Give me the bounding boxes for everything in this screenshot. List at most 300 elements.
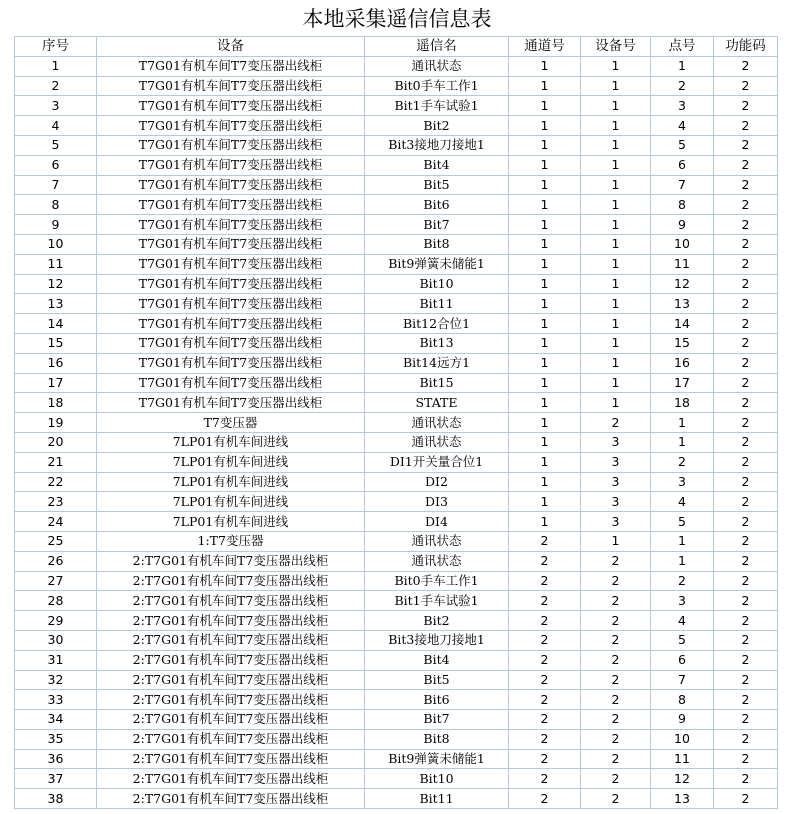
cell-channel[interactable]: 1 [509,254,581,274]
cell-function-code[interactable]: 2 [714,789,778,809]
cell-function-code[interactable]: 2 [714,413,778,433]
cell-channel[interactable]: 2 [509,650,581,670]
cell-channel[interactable]: 1 [509,452,581,472]
cell-signal-name[interactable]: 通讯状态 [365,56,509,76]
header-row [15,37,778,57]
cell-point-no[interactable]: 3 [651,472,714,492]
table-row [15,591,778,611]
cell-signal-name[interactable]: 通讯状态 [365,432,509,452]
cell-device[interactable]: 2:T7G01有机车间T7变压器出线柜 [97,591,365,611]
cell-point-no[interactable]: 2 [651,452,714,472]
cell-channel[interactable]: 1 [509,373,581,393]
table-row [15,76,778,96]
cell-signal-name[interactable]: Bit13 [365,333,509,353]
table-row [15,175,778,195]
cell-device-no[interactable]: 2 [581,789,651,809]
cell-device-no[interactable]: 1 [581,294,651,314]
cell-device[interactable]: T7G01有机车间T7变压器出线柜 [97,234,365,254]
cell-channel[interactable]: 2 [509,690,581,710]
cell-index[interactable]: 1 [15,56,97,76]
cell-point-no[interactable]: 12 [651,769,714,789]
table-row [15,729,778,749]
cell-point-no[interactable]: 13 [651,294,714,314]
table-row [15,611,778,631]
cell-channel[interactable]: 2 [509,611,581,631]
table-row [15,432,778,452]
cell-channel[interactable]: 1 [509,76,581,96]
page-title: 本地采集遥信信息表 [302,7,492,31]
cell-signal-name[interactable]: Bit7 [365,215,509,235]
cell-signal-name[interactable]: Bit10 [365,274,509,294]
cell-channel[interactable]: 1 [509,96,581,116]
cell-device[interactable]: 2:T7G01有机车间T7变压器出线柜 [97,650,365,670]
cell-device-no[interactable]: 1 [581,254,651,274]
cell-device-no[interactable]: 1 [581,314,651,334]
cell-index[interactable]: 3 [15,96,97,116]
cell-channel[interactable]: 1 [509,472,581,492]
cell-channel[interactable]: 1 [509,512,581,532]
col-header-function-code[interactable]: 功能码 [714,37,778,57]
cell-signal-name[interactable]: Bit9弹簧未储能1 [365,254,509,274]
cell-device-no[interactable]: 1 [581,175,651,195]
cell-device-no[interactable]: 1 [581,155,651,175]
cell-index[interactable]: 25 [15,531,97,551]
cell-device[interactable]: 2:T7G01有机车间T7变压器出线柜 [97,710,365,730]
cell-channel[interactable]: 1 [509,413,581,433]
cell-point-no[interactable]: 9 [651,215,714,235]
cell-channel[interactable]: 1 [509,175,581,195]
cell-index[interactable]: 6 [15,155,97,175]
cell-device-no[interactable]: 1 [581,56,651,76]
cell-index[interactable]: 2 [15,76,97,96]
cell-function-code[interactable]: 2 [714,56,778,76]
cell-index[interactable]: 21 [15,452,97,472]
cell-channel[interactable]: 1 [509,56,581,76]
cell-channel[interactable]: 1 [509,155,581,175]
cell-device-no[interactable]: 1 [581,353,651,373]
cell-point-no[interactable]: 1 [651,56,714,76]
cell-point-no[interactable]: 10 [651,729,714,749]
table-row [15,472,778,492]
cell-point-no[interactable]: 1 [651,413,714,433]
cell-index[interactable]: 27 [15,571,97,591]
cell-device[interactable]: 2:T7G01有机车间T7变压器出线柜 [97,690,365,710]
cell-signal-name[interactable]: STATE [365,393,509,413]
cell-signal-name[interactable]: Bit12合位1 [365,314,509,334]
cell-point-no[interactable]: 7 [651,670,714,690]
cell-function-code[interactable]: 2 [714,294,778,314]
cell-device-no[interactable]: 2 [581,729,651,749]
cell-device-no[interactable]: 2 [581,769,651,789]
cell-index[interactable]: 36 [15,749,97,769]
cell-function-code[interactable]: 2 [714,215,778,235]
table-row [15,393,778,413]
table-row [15,630,778,650]
cell-device-no[interactable]: 3 [581,492,651,512]
cell-function-code[interactable]: 2 [714,650,778,670]
cell-signal-name[interactable]: Bit4 [365,650,509,670]
cell-function-code[interactable]: 2 [714,630,778,650]
cell-channel[interactable]: 1 [509,234,581,254]
cell-point-no[interactable]: 5 [651,630,714,650]
cell-signal-name[interactable]: Bit5 [365,670,509,690]
cell-index[interactable]: 37 [15,769,97,789]
cell-signal-name[interactable]: DI4 [365,512,509,532]
cell-index[interactable]: 8 [15,195,97,215]
cell-device-no[interactable]: 2 [581,690,651,710]
cell-device-no[interactable]: 1 [581,274,651,294]
cell-index[interactable]: 19 [15,413,97,433]
cell-function-code[interactable]: 2 [714,116,778,136]
cell-signal-name[interactable]: Bit8 [365,729,509,749]
cell-function-code[interactable]: 2 [714,274,778,294]
table-row [15,294,778,314]
cell-point-no[interactable]: 8 [651,195,714,215]
cell-point-no[interactable]: 2 [651,571,714,591]
cell-device[interactable]: T7G01有机车间T7变压器出线柜 [97,56,365,76]
cell-point-no[interactable]: 8 [651,690,714,710]
cell-device[interactable]: T7G01有机车间T7变压器出线柜 [97,274,365,294]
cell-function-code[interactable]: 2 [714,472,778,492]
cell-index[interactable]: 10 [15,234,97,254]
cell-device-no[interactable]: 2 [581,749,651,769]
cell-signal-name[interactable]: DI3 [365,492,509,512]
table-row [15,749,778,769]
cell-device[interactable]: T7G01有机车间T7变压器出线柜 [97,314,365,334]
cell-device[interactable]: T7G01有机车间T7变压器出线柜 [97,96,365,116]
col-header-index[interactable]: 序号 [15,37,97,57]
cell-function-code[interactable]: 2 [714,690,778,710]
cell-signal-name[interactable]: 通讯状态 [365,551,509,571]
table-row [15,373,778,393]
cell-device[interactable]: T7G01有机车间T7变压器出线柜 [97,195,365,215]
table-row [15,56,778,76]
cell-device-no[interactable]: 1 [581,116,651,136]
cell-device-no[interactable]: 3 [581,512,651,532]
cell-index[interactable]: 9 [15,215,97,235]
cell-device[interactable]: T7G01有机车间T7变压器出线柜 [97,155,365,175]
cell-function-code[interactable]: 2 [714,769,778,789]
cell-device[interactable]: 7LP01有机车间进线 [97,432,365,452]
cell-device-no[interactable]: 1 [581,76,651,96]
cell-index[interactable]: 16 [15,353,97,373]
cell-point-no[interactable]: 3 [651,96,714,116]
cell-function-code[interactable]: 2 [714,512,778,532]
cell-point-no[interactable]: 4 [651,492,714,512]
cell-point-no[interactable]: 2 [651,76,714,96]
cell-function-code[interactable]: 2 [714,749,778,769]
cell-function-code[interactable]: 2 [714,393,778,413]
cell-device-no[interactable]: 2 [581,551,651,571]
col-header-device-no[interactable]: 设备号 [581,37,651,57]
cell-index[interactable]: 7 [15,175,97,195]
cell-function-code[interactable]: 2 [714,571,778,591]
cell-point-no[interactable]: 9 [651,710,714,730]
cell-index[interactable]: 11 [15,254,97,274]
cell-device-no[interactable]: 1 [581,393,651,413]
col-header-device[interactable]: 设备 [97,37,365,57]
cell-index[interactable]: 14 [15,314,97,334]
cell-channel[interactable]: 1 [509,314,581,334]
cell-signal-name[interactable]: Bit1手车试验1 [365,96,509,116]
table-row [15,670,778,690]
cell-function-code[interactable]: 2 [714,96,778,116]
cell-signal-name[interactable]: DI2 [365,472,509,492]
cell-point-no[interactable]: 11 [651,254,714,274]
cell-point-no[interactable]: 7 [651,175,714,195]
cell-point-no[interactable]: 12 [651,274,714,294]
cell-device-no[interactable]: 2 [581,571,651,591]
cell-function-code[interactable]: 2 [714,551,778,571]
cell-signal-name[interactable]: 通讯状态 [365,531,509,551]
cell-channel[interactable]: 2 [509,749,581,769]
cell-point-no[interactable]: 4 [651,611,714,631]
cell-channel[interactable]: 1 [509,274,581,294]
cell-device[interactable]: 2:T7G01有机车间T7变压器出线柜 [97,789,365,809]
table-row [15,551,778,571]
cell-channel[interactable]: 2 [509,591,581,611]
cell-point-no[interactable]: 1 [651,432,714,452]
cell-function-code[interactable]: 2 [714,452,778,472]
cell-device[interactable]: T7G01有机车间T7变压器出线柜 [97,215,365,235]
cell-point-no[interactable]: 5 [651,135,714,155]
cell-device-no[interactable]: 1 [581,531,651,551]
table-row [15,492,778,512]
cell-device-no[interactable]: 1 [581,215,651,235]
cell-index[interactable]: 13 [15,294,97,314]
cell-function-code[interactable]: 2 [714,432,778,452]
col-header-channel[interactable]: 通道号 [509,37,581,57]
cell-device[interactable]: T7G01有机车间T7变压器出线柜 [97,333,365,353]
cell-function-code[interactable]: 2 [714,492,778,512]
cell-channel[interactable]: 2 [509,789,581,809]
cell-function-code[interactable]: 2 [714,135,778,155]
cell-device[interactable]: 2:T7G01有机车间T7变压器出线柜 [97,729,365,749]
cell-device[interactable]: T7G01有机车间T7变压器出线柜 [97,294,365,314]
cell-device-no[interactable]: 2 [581,413,651,433]
cell-device-no[interactable]: 3 [581,472,651,492]
cell-point-no[interactable]: 1 [651,551,714,571]
cell-channel[interactable]: 2 [509,769,581,789]
cell-signal-name[interactable]: Bit5 [365,175,509,195]
cell-channel[interactable]: 1 [509,333,581,353]
cell-channel[interactable]: 1 [509,432,581,452]
cell-index[interactable]: 23 [15,492,97,512]
cell-signal-name[interactable]: Bit2 [365,116,509,136]
cell-signal-name[interactable]: Bit0手车工作1 [365,76,509,96]
cell-function-code[interactable]: 2 [714,254,778,274]
cell-point-no[interactable]: 1 [651,531,714,551]
cell-channel[interactable]: 1 [509,294,581,314]
cell-index[interactable]: 29 [15,611,97,631]
cell-device-no[interactable]: 2 [581,591,651,611]
cell-device-no[interactable]: 2 [581,710,651,730]
cell-signal-name[interactable]: Bit9弹簧未储能1 [365,749,509,769]
cell-channel[interactable]: 1 [509,195,581,215]
cell-function-code[interactable]: 2 [714,611,778,631]
cell-function-code[interactable]: 2 [714,175,778,195]
cell-index[interactable]: 4 [15,116,97,136]
cell-device-no[interactable]: 3 [581,452,651,472]
cell-device-no[interactable]: 1 [581,135,651,155]
cell-signal-name[interactable]: Bit14远方1 [365,353,509,373]
cell-device[interactable]: 1:T7变压器 [97,531,365,551]
cell-device[interactable]: T7G01有机车间T7变压器出线柜 [97,135,365,155]
cell-channel[interactable]: 1 [509,116,581,136]
cell-device[interactable]: 7LP01有机车间进线 [97,472,365,492]
cell-signal-name[interactable]: Bit6 [365,690,509,710]
cell-index[interactable]: 17 [15,373,97,393]
cell-signal-name[interactable]: Bit2 [365,611,509,631]
cell-function-code[interactable]: 2 [714,710,778,730]
cell-function-code[interactable]: 2 [714,76,778,96]
cell-device[interactable]: T7变压器 [97,413,365,433]
cell-point-no[interactable]: 5 [651,512,714,532]
cell-signal-name[interactable]: Bit11 [365,789,509,809]
cell-device[interactable]: 2:T7G01有机车间T7变压器出线柜 [97,769,365,789]
cell-index[interactable]: 24 [15,512,97,532]
table-row [15,135,778,155]
cell-function-code[interactable]: 2 [714,333,778,353]
cell-index[interactable]: 28 [15,591,97,611]
cell-point-no[interactable]: 11 [651,749,714,769]
cell-point-no[interactable]: 10 [651,234,714,254]
cell-function-code[interactable]: 2 [714,234,778,254]
cell-point-no[interactable]: 3 [651,591,714,611]
cell-index[interactable]: 22 [15,472,97,492]
cell-channel[interactable]: 1 [509,135,581,155]
cell-signal-name[interactable]: Bit10 [365,769,509,789]
table-row [15,690,778,710]
cell-device[interactable]: 7LP01有机车间进线 [97,452,365,472]
cell-signal-name[interactable]: Bit3接地刀接地1 [365,630,509,650]
cell-device-no[interactable]: 2 [581,650,651,670]
table-row [15,650,778,670]
cell-device[interactable]: T7G01有机车间T7变压器出线柜 [97,254,365,274]
table-row [15,512,778,532]
cell-index[interactable]: 15 [15,333,97,353]
cell-signal-name[interactable]: Bit11 [365,294,509,314]
cell-point-no[interactable]: 14 [651,314,714,334]
cell-signal-name[interactable]: 通讯状态 [365,413,509,433]
cell-function-code[interactable]: 2 [714,591,778,611]
cell-function-code[interactable]: 2 [714,531,778,551]
cell-channel[interactable]: 2 [509,551,581,571]
cell-index[interactable]: 34 [15,710,97,730]
cell-index[interactable]: 5 [15,135,97,155]
cell-signal-name[interactable]: Bit4 [365,155,509,175]
cell-channel[interactable]: 1 [509,215,581,235]
table-row [15,116,778,136]
table-row [15,413,778,433]
cell-function-code[interactable]: 2 [714,373,778,393]
cell-channel[interactable]: 2 [509,531,581,551]
cell-channel[interactable]: 2 [509,710,581,730]
cell-device-no[interactable]: 2 [581,630,651,650]
cell-device-no[interactable]: 1 [581,373,651,393]
cell-point-no[interactable]: 16 [651,353,714,373]
cell-channel[interactable]: 1 [509,492,581,512]
table-row [15,234,778,254]
cell-index[interactable]: 26 [15,551,97,571]
cell-function-code[interactable]: 2 [714,729,778,749]
cell-device[interactable]: T7G01有机车间T7变压器出线柜 [97,373,365,393]
cell-device[interactable]: 2:T7G01有机车间T7变压器出线柜 [97,630,365,650]
cell-channel[interactable]: 1 [509,353,581,373]
cell-device[interactable]: 2:T7G01有机车间T7变压器出线柜 [97,551,365,571]
cell-device-no[interactable]: 1 [581,333,651,353]
cell-device-no[interactable]: 1 [581,234,651,254]
cell-device[interactable]: 2:T7G01有机车间T7变压器出线柜 [97,749,365,769]
cell-index[interactable]: 33 [15,690,97,710]
cell-device[interactable]: T7G01有机车间T7变压器出线柜 [97,175,365,195]
cell-device-no[interactable]: 3 [581,432,651,452]
cell-signal-name[interactable]: Bit8 [365,234,509,254]
cell-index[interactable]: 32 [15,670,97,690]
cell-point-no[interactable]: 4 [651,116,714,136]
cell-device-no[interactable]: 2 [581,611,651,631]
cell-index[interactable]: 18 [15,393,97,413]
cell-index[interactable]: 30 [15,630,97,650]
col-header-point-no[interactable]: 点号 [651,37,714,57]
cell-device[interactable]: 7LP01有机车间进线 [97,492,365,512]
cell-device[interactable]: 2:T7G01有机车间T7变压器出线柜 [97,670,365,690]
table-row [15,215,778,235]
cell-device[interactable]: 7LP01有机车间进线 [97,512,365,532]
cell-point-no[interactable]: 6 [651,155,714,175]
cell-channel[interactable]: 2 [509,670,581,690]
cell-point-no[interactable]: 17 [651,373,714,393]
cell-channel[interactable]: 2 [509,571,581,591]
cell-point-no[interactable]: 13 [651,789,714,809]
cell-point-no[interactable]: 15 [651,333,714,353]
cell-signal-name[interactable]: Bit15 [365,373,509,393]
cell-device-no[interactable]: 1 [581,96,651,116]
cell-point-no[interactable]: 6 [651,650,714,670]
cell-index[interactable]: 38 [15,789,97,809]
cell-device[interactable]: T7G01有机车间T7变压器出线柜 [97,116,365,136]
table-row [15,531,778,551]
cell-signal-name[interactable]: Bit7 [365,710,509,730]
cell-function-code[interactable]: 2 [714,314,778,334]
cell-signal-name[interactable]: Bit3接地刀接地1 [365,135,509,155]
cell-signal-name[interactable]: Bit6 [365,195,509,215]
cell-device-no[interactable]: 1 [581,195,651,215]
cell-signal-name[interactable]: DI1开关量合位1 [365,452,509,472]
cell-index[interactable]: 31 [15,650,97,670]
cell-device[interactable]: 2:T7G01有机车间T7变压器出线柜 [97,571,365,591]
cell-function-code[interactable]: 2 [714,155,778,175]
cell-signal-name[interactable]: Bit0手车工作1 [365,571,509,591]
cell-device-no[interactable]: 2 [581,670,651,690]
cell-device[interactable]: T7G01有机车间T7变压器出线柜 [97,76,365,96]
cell-index[interactable]: 20 [15,432,97,452]
cell-signal-name[interactable]: Bit1手车试验1 [365,591,509,611]
cell-channel[interactable]: 1 [509,393,581,413]
cell-point-no[interactable]: 18 [651,393,714,413]
cell-device[interactable]: T7G01有机车间T7变压器出线柜 [97,393,365,413]
cell-index[interactable]: 12 [15,274,97,294]
col-header-signal-name[interactable]: 遥信名 [365,37,509,57]
cell-function-code[interactable]: 2 [714,670,778,690]
cell-index[interactable]: 35 [15,729,97,749]
cell-device[interactable]: T7G01有机车间T7变压器出线柜 [97,353,365,373]
cell-function-code[interactable]: 2 [714,353,778,373]
cell-channel[interactable]: 2 [509,729,581,749]
cell-device[interactable]: 2:T7G01有机车间T7变压器出线柜 [97,611,365,631]
cell-channel[interactable]: 2 [509,630,581,650]
cell-function-code[interactable]: 2 [714,195,778,215]
